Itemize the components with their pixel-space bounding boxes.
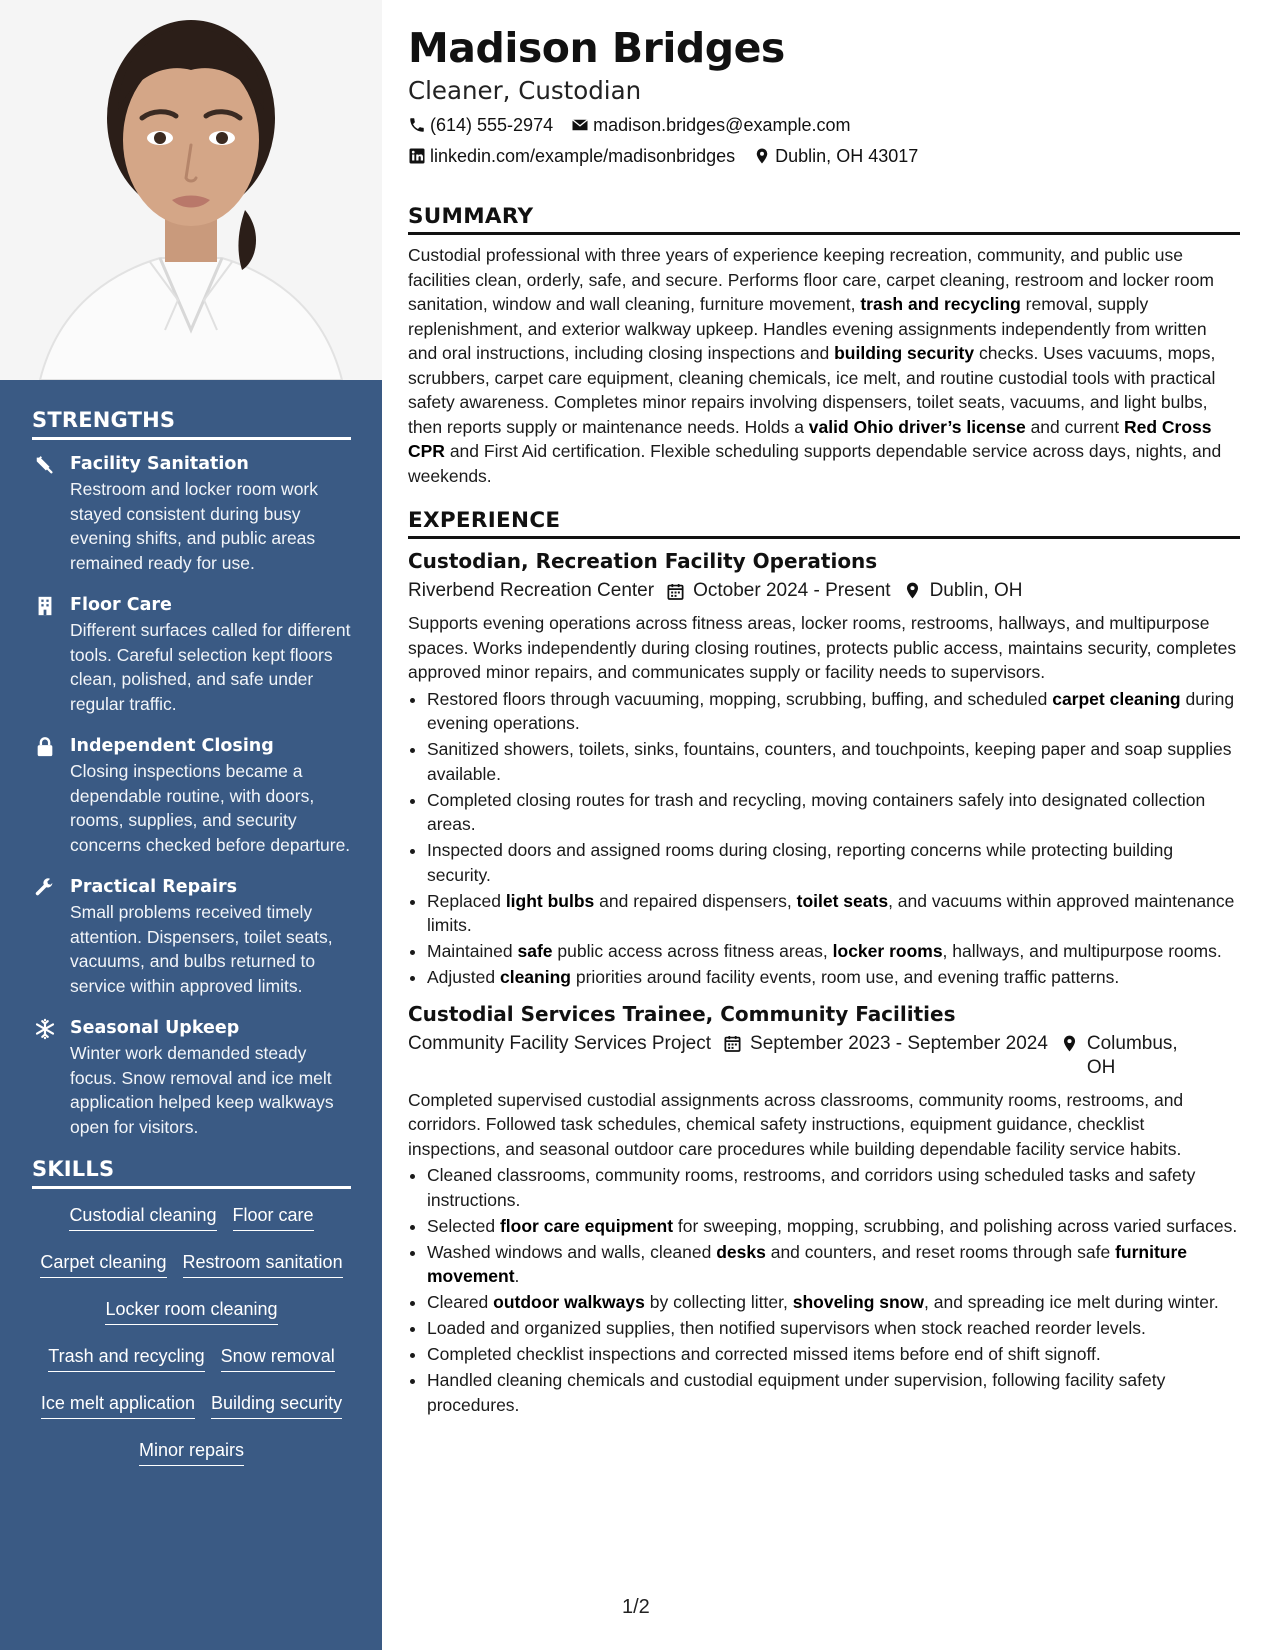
text-segment: and First Aid certification. Flexible scheduling supports dependable service across days, nights, and weekends. [408,441,1222,486]
contact-email[interactable] [571,113,850,137]
sidebar [0,0,382,1650]
strength-desc: Small problems received timely attention. Dispensers, toilet seats, vacuums, and bulbs returned to service within approved limits. [70,902,333,996]
text-segment: and repaired dispensers, [594,890,797,911]
map-pin-icon [1060,1034,1079,1053]
strength-item [32,734,351,857]
job-description: Supports evening operations across fitness areas, locker rooms, restrooms, hallways, and multipurpose spaces. Works independently during closing routines, protects public access, maintains security, completes approved minor repairs, and communicates supply or facility needs to supervisors. [408,613,1237,682]
contact-row-1 [408,113,1240,137]
text-segment: removal, supply replenishment, and exterior walkway upkeep. Handles evening assignments independently from written and oral instructions, including closing inspections and [408,294,1207,363]
text-segment: checks. Uses vacuums, mops, scrubbers, carpet care equipment, cleaning chemicals, ice melt, and routine custodial tools with practical safety awareness. Completes minor repairs involving dispensers, toilet seats, vacuums, and light bulbs, then reports supply or maintenance needs. Holds a [408,343,1216,437]
job-company: Community Facility Services Project [408,1032,712,1054]
strengths-heading: STRENGTHS [32,408,351,440]
text-segment: Loaded and organized supplies, then notified supervisors when stock reached reorder levels. [427,1318,1146,1338]
skill-tag: Carpet cleaning [40,1250,166,1278]
job-bullet [427,889,1240,938]
text-segment: public access across fitness areas, [552,941,833,961]
building-icon [34,595,56,617]
skill-tag: Snow removal [221,1344,335,1372]
skill-tag: Trash and recycling [48,1344,204,1372]
emphasis-text: toilet seats [796,890,889,911]
job-meta [408,579,1240,603]
linkedin-text[interactable]: linkedin.com/example/madisonbridges [430,146,736,166]
text-segment: Maintained [427,941,518,961]
job-location [903,579,1023,603]
strength-title: Floor Care [70,595,172,615]
text-segment: priorities around facility events, room use, and evening traffic patterns. [570,967,1120,987]
phone-icon [408,116,426,134]
text-segment: and current [1025,416,1124,437]
strength-item [32,1016,351,1139]
job-bullet [427,1368,1240,1417]
wrench-icon [34,877,56,899]
experience-heading: EXPERIENCE [408,508,1240,539]
strength-item [32,452,351,575]
job-location-text: Columbus, OH [1086,1032,1178,1078]
job-bullet [427,737,1240,786]
emphasis-text: furniture movement [427,1241,1188,1286]
skill-tag: Custodial cleaning [69,1203,216,1231]
text-segment: by collecting litter, [644,1292,793,1312]
candidate-role: Cleaner, Custodian [408,76,642,105]
job-company: Riverbend Recreation Center [408,580,655,601]
job-bullet [427,1240,1240,1289]
emphasis-text: trash and recycling [860,294,1021,314]
job-dates [666,579,891,603]
job-bullet [427,1290,1240,1315]
text-segment: Inspected doors and assigned rooms during closing, reporting concerns while protecting building security. [427,840,1174,885]
emphasis-text: shoveling snow [792,1292,924,1312]
lock-icon [34,736,56,758]
text-segment: Washed windows and walls, cleaned [427,1241,717,1262]
linkedin-icon [408,147,426,165]
contact-linkedin[interactable] [408,144,735,168]
strength-desc: Closing inspections became a dependable routine, with doors, rooms, supplies, and security concerns checked before departure. [70,761,351,855]
job-bullet [427,939,1240,964]
strength-desc: Different surfaces called for different tools. Careful selection kept floors clean, polished, and safe under regular traffic. [70,620,351,714]
emphasis-text: building security [834,343,975,363]
job-bullets [408,687,1240,990]
skill-tag: Ice melt application [41,1391,195,1419]
emphasis-text: floor care equipment [499,1215,674,1236]
job-bullet [427,1163,1240,1212]
emphasis-text: safe [517,941,553,961]
map-pin-icon [903,581,922,600]
strength-item [32,875,351,998]
emphasis-text: cleaning [499,967,571,987]
skill-tag: Building security [211,1391,342,1419]
skill-tag: Minor repairs [139,1438,244,1466]
job-location-text: Dublin, OH [929,580,1023,601]
job-bullet [427,965,1240,990]
strength-title: Seasonal Upkeep [70,1018,240,1038]
job-meta [408,1032,1240,1080]
experience-list [408,547,1240,1417]
main-content [408,22,1240,1427]
text-segment: Cleaned classrooms, community rooms, restrooms, and corridors using scheduled tasks and safety instructions. [427,1165,1196,1210]
skill-tag: Restroom sanitation [183,1250,343,1278]
text-segment: , and vacuums within approved maintenance limits. [427,890,1235,935]
strength-desc: Restroom and locker room work stayed consistent during busy evening shifts, and public areas remained ready for use. [70,479,318,573]
emphasis-text: carpet cleaning [1052,688,1181,709]
emphasis-text: locker rooms [832,941,943,961]
skill-tag: Locker room cleaning [105,1297,277,1325]
job-dates-text: October 2024 - Present [693,580,891,601]
job-dates-text: September 2023 - September 2024 [750,1032,1048,1054]
skill-tag: Floor care [233,1203,314,1231]
job-bullet [427,838,1240,887]
text-segment: Completed checklist inspections and corrected missed items before end of shift signoff. [427,1344,1101,1364]
strength-title: Practical Repairs [70,877,238,897]
strength-title: Facility Sanitation [70,454,249,474]
text-segment: Completed closing routes for trash and recycling, moving containers safely into designated collection areas. [427,789,1206,834]
job-entry [408,547,1240,990]
text-segment: Sanitized showers, toilets, sinks, fountains, counters, and touchpoints, keeping paper and soap supplies available. [427,739,1232,784]
emphasis-text: light bulbs [505,890,595,911]
profile-photo [0,0,382,380]
text-segment: during evening operations. [427,688,1235,733]
job-bullet [427,788,1240,837]
snowflake-icon [34,1018,56,1040]
emphasis-text: desks [716,1241,766,1262]
sidebar-content [32,408,351,1485]
calendar-icon [666,582,685,601]
page-number: 1/2 [622,1596,650,1618]
job-title: Custodian, Recreation Facility Operations [408,549,878,573]
contact-location [753,144,918,168]
summary-heading: SUMMARY [408,204,1240,235]
text-segment: , and spreading ice melt during winter. [924,1292,1219,1312]
job-description: Completed supervised custodial assignments across classrooms, community rooms, restrooms, and corridors. Followed task schedules, chemical safety instructions, equipment guidance, checklist inspections, and seasonal outdoor care procedures while building dependable facility service habits. [408,1089,1184,1159]
text-segment: Selected [427,1215,500,1236]
text-segment: Restored floors through vacuuming, mopping, scrubbing, buffing, and scheduled [427,688,1053,709]
text-segment: Replaced [427,890,506,911]
job-bullet [427,1342,1240,1367]
job-bullet [427,1214,1240,1239]
text-segment: Cleared [427,1292,494,1312]
candidate-name: Madison Bridges [408,24,785,72]
contact-phone [408,113,553,137]
text-segment: , hallways, and multipurpose rooms. [942,941,1222,961]
map-pin-icon [753,147,771,165]
contact-row-2 [408,144,1240,168]
text-segment: Handled cleaning chemicals and custodial equipment under supervision, following facility safety procedures. [427,1370,1166,1415]
strength-title: Independent Closing [70,736,274,756]
job-entry [408,1000,1240,1418]
job-title: Custodial Services Trainee, Community Facilities [408,1001,956,1026]
job-bullets [408,1163,1240,1417]
text-segment: and counters, and reset rooms through safe [765,1241,1116,1262]
text-segment: Adjusted [427,967,500,987]
calendar-icon [723,1034,742,1053]
job-bullet [427,1316,1240,1341]
job-dates [723,1032,1048,1056]
text-segment: Custodial professional with three years of experience keeping recreation, community, and public use facilities clean, orderly, safe, and secure. Performs floor care, carpet cleaning, restroom and locker room sanitation, window and wall cleaning, furniture movement, [408,245,1214,314]
job-location [1060,1032,1207,1080]
strength-item [32,593,351,716]
skills-heading: SKILLS [32,1157,351,1189]
summary-text [408,243,1240,488]
job-bullet [427,687,1240,736]
emphasis-text: valid Ohio driver’s license [808,416,1026,437]
envelope-icon [571,116,589,134]
strength-desc: Winter work demanded steady focus. Snow removal and ice melt application helped keep walkways open for visitors. [70,1043,334,1137]
strengths-list [32,452,351,1139]
emphasis-text: outdoor walkways [493,1292,645,1312]
broom-icon [34,454,56,476]
text-segment: for sweeping, mopping, scrubbing, and polishing across varied surfaces. [673,1215,1238,1236]
email-text[interactable]: madison.bridges@example.com [593,115,851,135]
location-text: Dublin, OH 43017 [775,146,919,166]
emphasis-text: Red Cross CPR [408,416,1212,461]
text-segment: . [514,1266,520,1286]
skills-list [32,1203,351,1485]
phone-text: (614) 555-2974 [430,115,554,135]
